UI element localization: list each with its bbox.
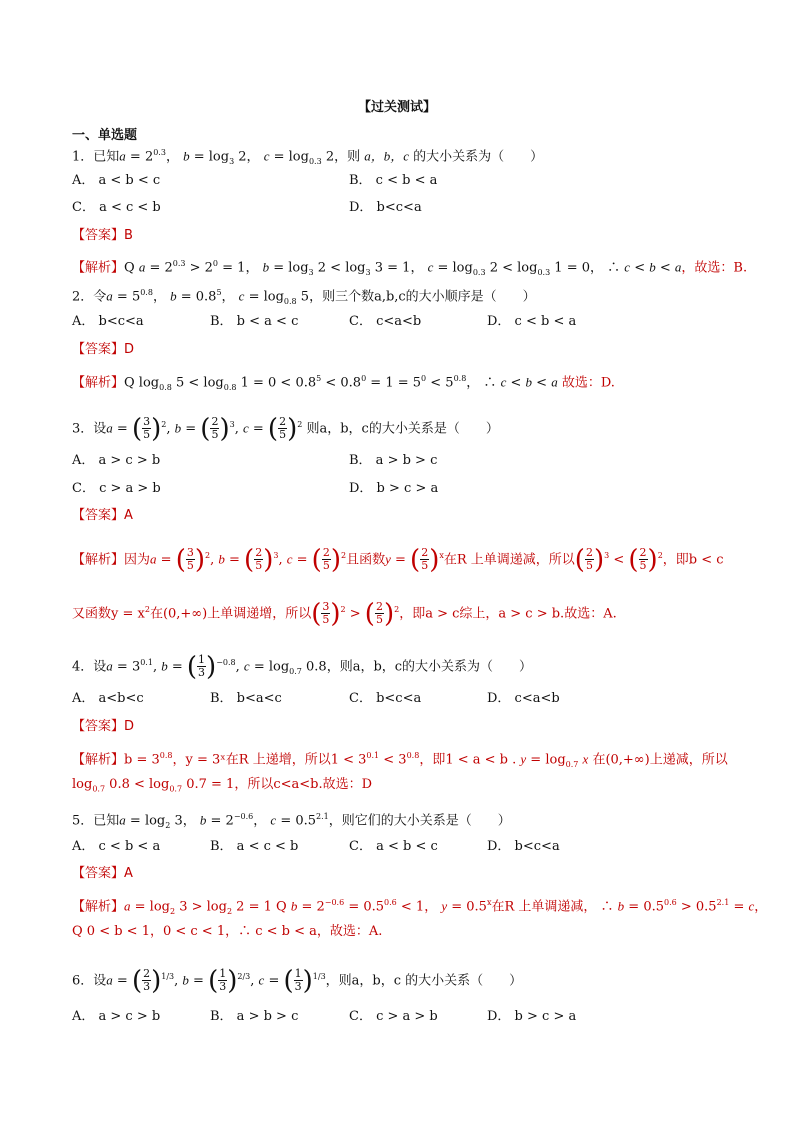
q3-option-d: D． b > c > a bbox=[349, 481, 439, 496]
q1-answer: 【答案】B bbox=[72, 228, 133, 243]
q3-explanation-line-1: 【解析】因为a = ( $\frac{3}{5}$ )$^2$, b = ( $\frac{2}{5}$ )$^3$, c = ( $\frac{2}{5}$ )$^2$且函数y = ( $\frac{2}{5}$ )$^x$在R 上单调递减，所以( $\frac{2}{5}$ )$^3$ < ( $\frac{2}{5}$ )$^2$，即b < c bbox=[72, 544, 724, 575]
q5-option-c: C． a < b < c bbox=[349, 839, 438, 854]
q4-option-d: D． c<a<b bbox=[487, 691, 560, 706]
q4-option-c: C． b<c<a bbox=[349, 691, 422, 706]
q6-option-a: A． a > c > b bbox=[72, 1009, 161, 1024]
q3-explanation-line-2: 又函数$y = x^2$在(0,+∞)上单调递增，所以( $\frac{3}{5}$ )$^2$ > ( $\frac{2}{5}$ )$^2$，即a > c综上，a > c > b.故选：A. bbox=[72, 598, 617, 629]
question-3-stem: 3．设a = ( $\frac{3}{5}$ )$^2$, b = ( $\frac{2}{5}$ )$^3$, c = ( $\frac{2}{5}$ )$^2$ 则a，b，c的大小关系是（ ） bbox=[72, 413, 499, 444]
q1-option-c: C． a < c < b bbox=[72, 200, 161, 215]
q3-option-c: C． c > a > b bbox=[72, 481, 161, 496]
question-5-stem: 5．已知$a = \log_2 3$， $b = 2^{-0.6}$， $c = 0.5^{2.1}$，则它们的大小关系是（ ） bbox=[72, 812, 511, 830]
q5-explanation-line-2: Q 0 < b < 1，0 < c < 1，∴ c < b < a，故选：A. bbox=[72, 924, 383, 939]
q2-explanation: 【解析】Q $\log_{0.8} 5 < \log_{0.8} 1 = 0 < 0.8^5 < 0.8^0 = 1 = 5^0 < 5^{0.8}$， ∴ c < b < a 故选：D. bbox=[72, 374, 615, 392]
q1-option-b: B． c < b < a bbox=[349, 173, 438, 188]
q5-answer: 【答案】A bbox=[72, 866, 133, 881]
q3-option-b: B． a > b > c bbox=[349, 453, 438, 468]
q3-answer: 【答案】A bbox=[72, 508, 133, 523]
q2-answer: 【答案】D bbox=[72, 342, 135, 357]
q4-option-a: A． a<b<c bbox=[72, 691, 144, 706]
q1-option-d: D． b<c<a bbox=[349, 200, 422, 215]
q2-option-c: C． c<a<b bbox=[349, 314, 422, 329]
q4-option-b: B． b<a<c bbox=[210, 691, 282, 706]
q6-option-c: C． c > a > b bbox=[349, 1009, 438, 1024]
q5-option-d: D． b<c<a bbox=[487, 839, 560, 854]
question-1-stem: 1．已知$a = 2^{0.3}$， $b = \log_3 2$， $c = \log_{0.3} 2$，则 a，b，c 的大小关系为（ ） bbox=[72, 148, 544, 166]
q6-option-b: B． a > b > c bbox=[210, 1009, 299, 1024]
page-title: 【过关测试】 bbox=[357, 100, 436, 115]
q3-option-a: A． a > c > b bbox=[72, 453, 161, 468]
section-heading: 一、单选题 bbox=[72, 128, 138, 143]
q2-option-a: A． b<c<a bbox=[72, 314, 144, 329]
q4-explanation-line-2: $\log_{0.7} 0.8 < \log_{0.7} 0.7 = 1$，所以c<a<b.故选：D bbox=[72, 777, 373, 794]
question-4-stem: 4．设$a = 3^{0.1}$, b = ( $\frac{1}{3}$ )$^{-0.8}$, $c = \log_{0.7} 0.8$，则a，b，c的大小关系为（ ） bbox=[72, 651, 533, 682]
q5-option-a: A． c < b < a bbox=[72, 839, 161, 854]
q1-explanation: 【解析】Q $a = 2^{0.3} > 2^0 = 1$， $b = \log_3 2 < \log_3 3 = 1$， $c = \log_{0.3} 2 < \log_{0.3} 1 = 0$， ∴ c < b < a，故选：B. bbox=[72, 259, 748, 277]
q4-explanation-line-1: 【解析】$b = 3^{0.8}$，y = 3ˣ在R 上递增，所以$1 < 3^{0.1} < 3^{0.8}$，即1 < a < b . $y = \log_{0.7} x$ 在(0,+∞)上递减，所以 bbox=[72, 751, 728, 769]
q4-answer: 【答案】D bbox=[72, 719, 135, 734]
q1-option-a: A． a < b < c bbox=[72, 173, 161, 188]
q5-option-b: B． a < c < b bbox=[210, 839, 299, 854]
question-2-stem: 2．令$a = 5^{0.8}$， $b = 0.8^5$， $c = \log_{0.8} 5$，则三个数a,b,c的大小顺序是（ ） bbox=[72, 288, 536, 306]
q2-option-b: B． b < a < c bbox=[210, 314, 299, 329]
q2-option-d: D． c < b < a bbox=[487, 314, 577, 329]
q5-explanation-line-1: 【解析】$a = \log_2 3 > \log_2 2 = 1$ Q $b = 2^{-0.6} = 0.5^{0.6} < 1$， $y = 0.5^x$在R 上单调递减， ∴ $b = 0.5^{0.6} > 0.5^{2.1} = c$， bbox=[72, 898, 768, 916]
question-6-stem: 6．设a = ( $\frac{2}{3}$ )$^{1/3}$, b = ( $\frac{1}{3}$ )$^{2/3}$, c = ( $\frac{1}{3}$ )$^{1/3}$，则a，b，c 的大小关系（ ） bbox=[72, 965, 523, 996]
q6-option-d: D． b > c > a bbox=[487, 1009, 577, 1024]
